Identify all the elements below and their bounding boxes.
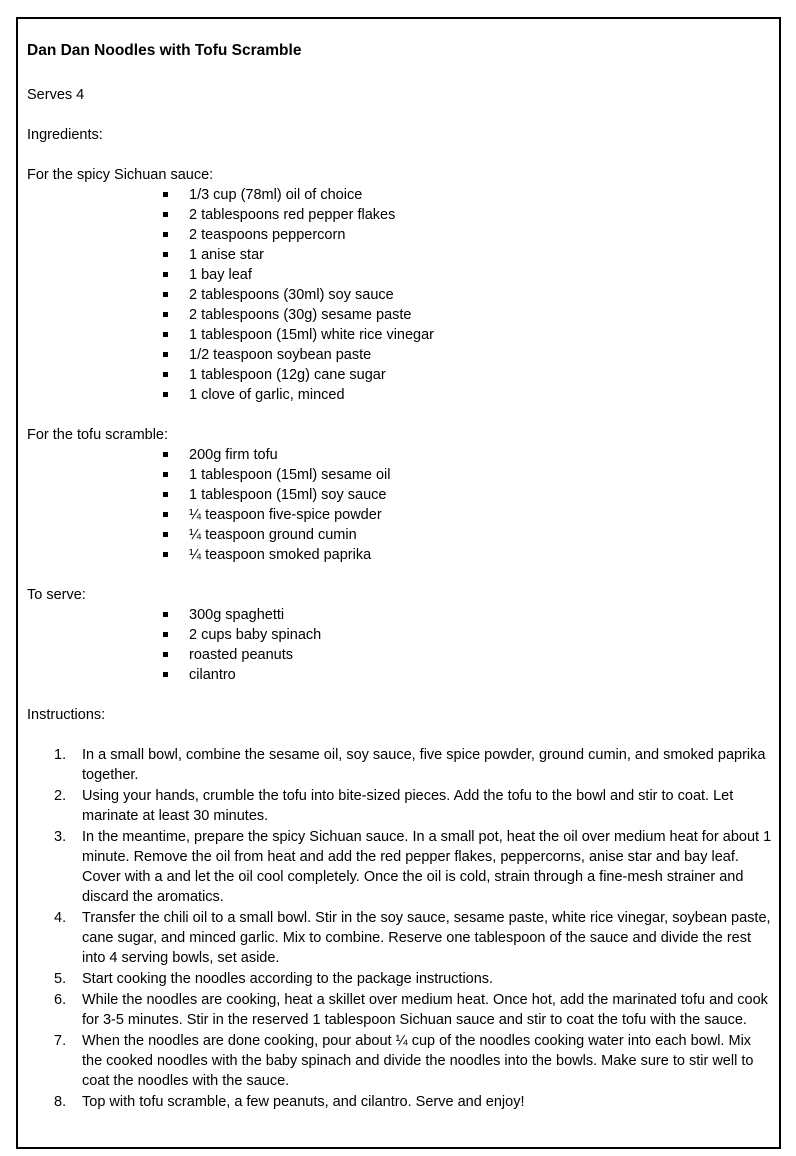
list-item: 2 teaspoons peppercorn	[27, 225, 772, 245]
instruction-step: 3. In the meantime, prepare the spicy Sichuan sauce. In a small pot, heat the oil over medium heat for about 1 minute. Remove the oil from heat and add the red pepper flakes, peppercorns, anise star and bay leaf. Cover with a and let the oil cool completely. Once the oil is cold, strain through a fine-mesh strainer and discard the aromatics.	[54, 829, 772, 905]
list-item: cilantro	[27, 665, 772, 685]
list-item: ¼ teaspoon five-spice powder	[27, 505, 772, 525]
ingredient-section-serve	[27, 585, 772, 685]
instruction-step: 4. Transfer the chili oil to a small bowl. Stir in the soy sauce, sesame paste, white rice vinegar, soybean paste, cane sugar, and minced garlic. Mix to combine. Reserve one tablespoon of the sauce and divide the rest into 4 serving bowls, set aside.	[54, 910, 771, 966]
bullet-icon	[163, 272, 168, 277]
ingredient-section-tofu	[27, 425, 772, 565]
bullet-icon	[163, 652, 168, 657]
list-item: 300g spaghetti	[27, 605, 772, 625]
bullet-icon	[163, 232, 168, 237]
list-item: roasted peanuts	[27, 645, 772, 665]
instruction-step: 8. Top with tofu scramble, a few peanuts, and cilantro. Serve and enjoy!	[54, 1094, 525, 1110]
list-item: 2 cups baby spinach	[27, 625, 772, 645]
bullet-icon	[163, 492, 168, 497]
bullet-icon	[163, 192, 168, 197]
list-item: 2 tablespoons (30g) sesame paste	[27, 305, 772, 325]
instruction-step: 7. When the noodles are done cooking, pour about ¼ cup of the noodles cooking water into each bowl. Mix the cooked noodles with the baby spinach and divide the noodles into the bowls. Make sure to stir well to coat the noodles with the sauce.	[54, 1033, 754, 1089]
instruction-step: 6. While the noodles are cooking, heat a skillet over medium heat. Once hot, add the marinated tofu and cook for 3-5 minutes. Stir in the reserved 1 tablespoon Sichuan sauce and stir to coat the tofu with the sauce.	[54, 992, 768, 1028]
ingredient-section-sauce	[27, 165, 772, 405]
instructions-list	[27, 745, 772, 1112]
section-heading: For the tofu scramble:	[27, 427, 169, 443]
ingredients-heading: Ingredients:	[27, 127, 103, 143]
bullet-icon	[163, 532, 168, 537]
list-item: 1 tablespoon (15ml) soy sauce	[27, 485, 772, 505]
instruction-step: 1. In a small bowl, combine the sesame oil, soy sauce, five spice powder, ground cumin, and smoked paprika together.	[54, 747, 766, 783]
bullet-icon	[163, 312, 168, 317]
list-item: 2 tablespoons red pepper flakes	[27, 205, 772, 225]
bullet-icon	[163, 632, 168, 637]
bullet-icon	[163, 252, 168, 257]
bullet-icon	[163, 212, 168, 217]
list-item: 1 clove of garlic, minced	[27, 385, 772, 405]
list-item: 1 bay leaf	[27, 265, 772, 285]
list-item: 1 tablespoon (12g) cane sugar	[27, 365, 772, 385]
recipe-title: Dan Dan Noodles with Tofu Scramble	[27, 42, 302, 59]
bullet-icon	[163, 472, 168, 477]
ingredient-list	[27, 605, 772, 685]
instructions-heading: Instructions:	[27, 707, 106, 723]
bullet-icon	[163, 372, 168, 377]
section-heading: To serve:	[27, 587, 86, 603]
bullet-icon	[163, 332, 168, 337]
bullet-icon	[163, 672, 168, 677]
bullet-icon	[163, 352, 168, 357]
list-item: 1 tablespoon (15ml) sesame oil	[27, 465, 772, 485]
section-heading: For the spicy Sichuan sauce:	[27, 167, 214, 183]
bullet-icon	[163, 452, 168, 457]
serves-text: Serves 4	[27, 87, 85, 103]
bullet-icon	[163, 392, 168, 397]
list-item: 1/3 cup (78ml) oil of choice	[27, 185, 772, 205]
bullet-icon	[163, 552, 168, 557]
list-item: 1 tablespoon (15ml) white rice vinegar	[27, 325, 772, 345]
list-item: ¼ teaspoon ground cumin	[27, 525, 772, 545]
instruction-step: 2. Using your hands, crumble the tofu into bite-sized pieces. Add the tofu to the bowl and stir to coat. Let marinate at least 30 minutes.	[54, 788, 734, 824]
bullet-icon	[163, 292, 168, 297]
bullet-icon	[163, 612, 168, 617]
list-item: 1/2 teaspoon soybean paste	[27, 345, 772, 365]
recipe-content	[27, 41, 772, 1113]
ingredient-list	[27, 445, 772, 565]
list-item: 1 anise star	[27, 245, 772, 265]
bullet-icon	[163, 512, 168, 517]
list-item: 2 tablespoons (30ml) soy sauce	[27, 285, 772, 305]
recipe-page	[16, 17, 781, 1149]
list-item: ¼ teaspoon smoked paprika	[27, 545, 772, 565]
instruction-step: 5. Start cooking the noodles according to the package instructions.	[54, 971, 494, 987]
ingredient-list	[27, 185, 772, 405]
list-item: 200g firm tofu	[27, 445, 772, 465]
